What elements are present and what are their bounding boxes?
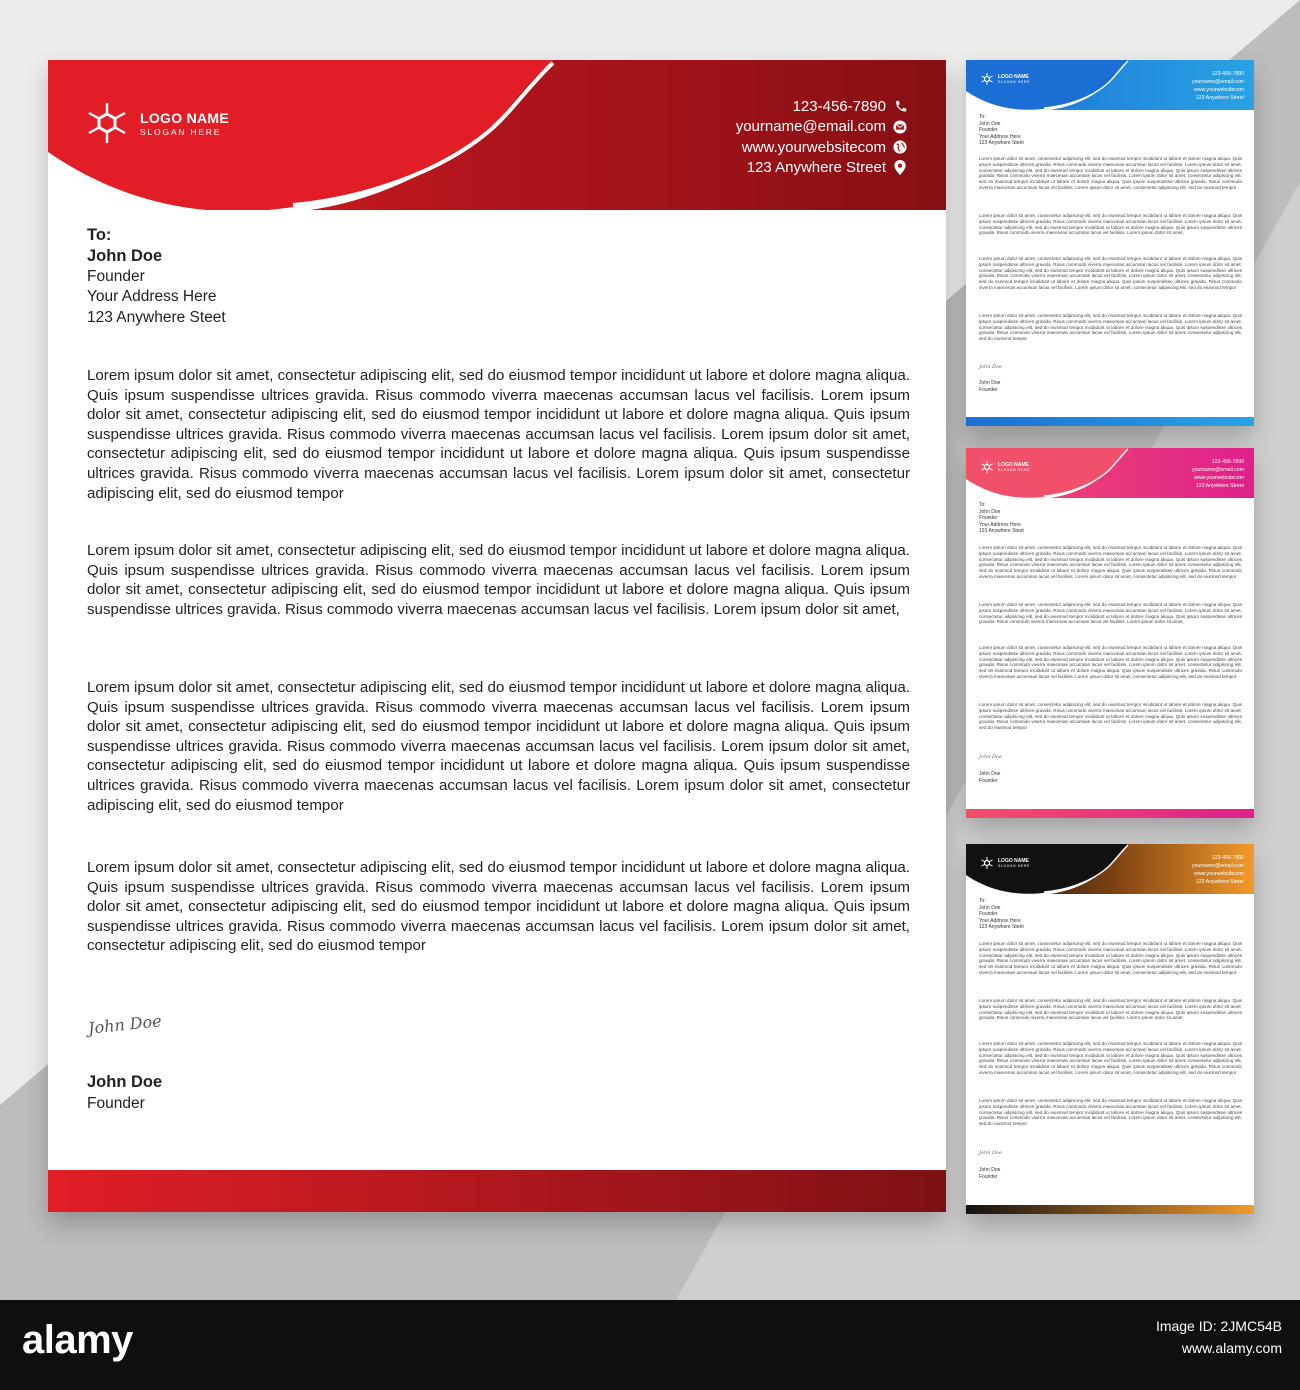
logo-name: LOGO NAME (140, 109, 230, 126)
mini-recipient-name: John Doe (979, 508, 1001, 515)
address-text: 123 Anywhere Street (746, 159, 886, 177)
mini-footer-bar (966, 1205, 1254, 1214)
mini-recipient-address-1: Your Address Here (979, 133, 1021, 140)
mini-paragraph-1: Lorem ipsum dolor sit amet, consectetur adipiscing elit, sed do eiusmod tempor incididunt ut labore et dolore magna aliqua. Quis ipsum suspendisse ultrices gravida. Risus commodo viverra maecenas accumsan lacus vel facilisis. Lorem ipsum dolor sit amet, consectetur adipiscing elit, sed do eiusmod tempor incididunt ut labore et dolore magna aliqua. Quis ipsum suspendisse ultrices gravida. Risus commodo viverra maecenas accumsan lacus vel facilisis. Lorem ipsum dolor sit amet, consectetur adipiscing elit, sed do eiusmod tempor incididunt ut labore et dolore magna aliqua. Quis ipsum suspendisse ultrices gravida. Risus commodo viverra maecenas accumsan lacus vel facilisis. Lorem ipsum dolor sit amet, consectetur adipiscing elit, sed do eiusmod tempor (979, 156, 1242, 190)
location-icon (892, 160, 908, 176)
phone-icon (892, 98, 908, 114)
logo-slogan: SLOGAN HERE (140, 126, 222, 137)
mini-recipient-name: John Doe (979, 120, 1001, 127)
mini-to-label: To: (979, 114, 986, 120)
hexagon-logo-icon (84, 100, 130, 146)
mini-recipient-address-1: Your Address Here (979, 521, 1021, 528)
email-icon (892, 119, 908, 135)
contact-block (736, 96, 908, 178)
mini-paragraph-2: Lorem ipsum dolor sit amet, consectetur adipiscing elit, sed do eiusmod tempor incididunt ut labore et dolore magna aliqua. Quis ipsum suspendisse ultrices gravida. Risus commodo viverra maecenas accumsan lacus vel facilisis. Lorem ipsum dolor sit amet, consectetur adipiscing elit, sed do eiusmod tempor incididunt ut labore et dolore magna aliqua. Quis ipsum suspendisse ultrices gravida. Risus commodo viverra maecenas accumsan lacus vel facilisis. Lorem ipsum dolor sit amet, (979, 213, 1242, 236)
mini-signature-script: John Doe (979, 364, 1003, 370)
recipient-address-2: 123 Anywhere Steet (87, 309, 226, 327)
letterhead-orange-mini (966, 844, 1254, 1214)
website-text: www.yourwebsitecom (741, 138, 886, 156)
logo-text (140, 110, 229, 137)
letterhead-blue-mini (966, 60, 1254, 426)
mini-logo (980, 460, 1030, 474)
watermark-meta (1156, 1315, 1282, 1359)
mini-logo-name: LOGO NAME (998, 74, 1029, 80)
mini-address: 123 Anywhere Street (1195, 879, 1244, 885)
contact-website (736, 137, 908, 158)
mini-signature-name: John Doe (979, 771, 1001, 777)
contact-phone (736, 96, 908, 117)
mini-contact-block (1192, 458, 1244, 490)
mini-paragraph-4: Lorem ipsum dolor sit amet, consectetur adipiscing elit, sed do eiusmod tempor incididunt ut labore et dolore magna aliqua. Quis ipsum suspendisse ultrices gravida. Risus commodo viverra maecenas accumsan lacus vel facilisis. Lorem ipsum dolor sit amet, consectetur adipiscing elit, sed do eiusmod tempor incididunt ut labore et dolore magna aliqua. Quis ipsum suspendisse ultrices gravida. Risus commodo viverra maecenas accumsan lacus vel facilisis. Lorem ipsum dolor sit amet, consectetur adipiscing elit, sed do eiusmod tempor (979, 702, 1242, 731)
paragraph-1: Lorem ipsum dolor sit amet, consectetur adipiscing elit, sed do eiusmod tempor incididunt ut labore et dolore magna aliqua. Quis ipsum suspendisse ultrices gravida. Risus commodo viverra maecenas accumsan lacus vel facilisis. Lorem ipsum dolor sit amet, consectetur adipiscing elit, sed do eiusmod tempor incididunt ut labore et dolore magna aliqua. Quis ipsum suspendisse ultrices gravida. Risus commodo viverra maecenas accumsan lacus vel facilisis. Lorem ipsum dolor sit amet, consectetur adipiscing elit, sed do eiusmod tempor incididunt ut labore et dolore magna aliqua. Quis ipsum suspendisse ultrices gravida. Risus commodo viverra maecenas accumsan lacus vel facilisis. Lorem ipsum dolor sit amet, consectetur adipiscing elit, sed do eiusmod tempor (87, 367, 910, 502)
mini-signature-block (979, 380, 1000, 393)
mini-to-label: To: (979, 898, 986, 904)
mini-recipient-name: John Doe (979, 904, 1001, 911)
mini-signature-name: John Doe (979, 380, 1001, 386)
mini-paragraph-2: Lorem ipsum dolor sit amet, consectetur adipiscing elit, sed do eiusmod tempor incididunt ut labore et dolore magna aliqua. Quis ipsum suspendisse ultrices gravida. Risus commodo viverra maecenas accumsan lacus vel facilisis. Lorem ipsum dolor sit amet, consectetur adipiscing elit, sed do eiusmod tempor incididunt ut labore et dolore magna aliqua. Quis ipsum suspendisse ultrices gravida. Risus commodo viverra maecenas accumsan lacus vel facilisis. Lorem ipsum dolor sit amet, (979, 602, 1242, 625)
mini-phone: 123-456-7890 (1211, 459, 1244, 465)
mini-signature-title: Founder (979, 386, 998, 393)
mini-signature-script: John Doe (979, 1150, 1003, 1156)
mini-recipient-block (979, 898, 1024, 931)
mini-paragraph-2: Lorem ipsum dolor sit amet, consectetur adipiscing elit, sed do eiusmod tempor incididunt ut labore et dolore magna aliqua. Quis ipsum suspendisse ultrices gravida. Risus commodo viverra maecenas accumsan lacus vel facilisis. Lorem ipsum dolor sit amet, consectetur adipiscing elit, sed do eiusmod tempor incididunt ut labore et dolore magna aliqua. Quis ipsum suspendisse ultrices gravida. Risus commodo viverra maecenas accumsan lacus vel facilisis. Lorem ipsum dolor sit amet, (979, 998, 1242, 1021)
hexagon-logo-icon (980, 856, 994, 870)
signature-title: Founder (87, 1095, 145, 1112)
globe-icon (892, 139, 908, 155)
mini-signature-block (979, 771, 1000, 784)
recipient-name: John Doe (87, 246, 163, 265)
paragraph-2: Lorem ipsum dolor sit amet, consectetur adipiscing elit, sed do eiusmod tempor incididunt ut labore et dolore magna aliqua. Quis ipsum suspendisse ultrices gravida. Risus commodo viverra maecenas accumsan lacus vel facilisis. Lorem ipsum dolor sit amet, consectetur adipiscing elit, sed do eiusmod tempor incididunt ut labore et dolore magna aliqua. Quis ipsum suspendisse ultrices gravida. Risus commodo viverra maecenas accumsan lacus vel facilisis. Lorem ipsum dolor sit amet, (87, 542, 910, 618)
paragraph-4: Lorem ipsum dolor sit amet, consectetur adipiscing elit, sed do eiusmod tempor incididunt ut labore et dolore magna aliqua. Quis ipsum suspendisse ultrices gravida. Risus commodo viverra maecenas accumsan lacus vel facilisis. Lorem ipsum dolor sit amet, consectetur adipiscing elit, sed do eiusmod tempor incididunt ut labore et dolore magna aliqua. Quis ipsum suspendisse ultrices gravida. Risus commodo viverra maecenas accumsan lacus vel facilisis. Lorem ipsum dolor sit amet, consectetur adipiscing elit, sed do eiusmod tempor (87, 859, 910, 955)
mini-recipient-address-2: 123 Anywhere Steet (979, 924, 1024, 931)
mini-logo-name: LOGO NAME (998, 462, 1029, 468)
letterhead-red-main (48, 60, 946, 1212)
contact-address (736, 158, 908, 179)
mini-logo-slogan: SLOGAN HERE (998, 468, 1030, 472)
mini-recipient-address-2: 123 Anywhere Steet (979, 528, 1024, 535)
paragraph-3: Lorem ipsum dolor sit amet, consectetur adipiscing elit, sed do eiusmod tempor incididunt ut labore et dolore magna aliqua. Quis ipsum suspendisse ultrices gravida. Risus commodo viverra maecenas accumsan lacus vel facilisis. Lorem ipsum dolor sit amet, consectetur adipiscing elit, sed do eiusmod tempor incididunt ut labore et dolore magna aliqua. Quis ipsum suspendisse ultrices gravida. Risus commodo viverra maecenas accumsan lacus vel facilisis. Lorem ipsum dolor sit amet, consectetur adipiscing elit, sed do eiusmod tempor incididunt ut labore et dolore magna aliqua. Quis ipsum suspendisse ultrices gravida. Risus commodo viverra maecenas accumsan lacus vel facilisis. Lorem ipsum dolor sit amet, consectetur adipiscing elit, sed do eiusmod tempor (87, 679, 910, 814)
letterhead-pink-mini (966, 448, 1254, 818)
recipient-address-1: Your Address Here (87, 288, 217, 306)
mini-contact-block (1192, 854, 1244, 886)
mini-website: www.yourwebsitecom (1194, 871, 1244, 877)
mini-recipient-block (979, 502, 1024, 535)
mini-paragraph-1: Lorem ipsum dolor sit amet, consectetur adipiscing elit, sed do eiusmod tempor incididunt ut labore et dolore magna aliqua. Quis ipsum suspendisse ultrices gravida. Risus commodo viverra maecenas accumsan lacus vel facilisis. Lorem ipsum dolor sit amet, consectetur adipiscing elit, sed do eiusmod tempor incididunt ut labore et dolore magna aliqua. Quis ipsum suspendisse ultrices gravida. Risus commodo viverra maecenas accumsan lacus vel facilisis. Lorem ipsum dolor sit amet, consectetur adipiscing elit, sed do eiusmod tempor incididunt ut labore et dolore magna aliqua. Quis ipsum suspendisse ultrices gravida. Risus commodo viverra maecenas accumsan lacus vel facilisis. Lorem ipsum dolor sit amet, consectetur adipiscing elit, sed do eiusmod tempor (979, 941, 1242, 975)
mini-to-label: To: (979, 502, 986, 508)
phone-text: 123-456-7890 (792, 97, 886, 115)
mini-paragraph-3: Lorem ipsum dolor sit amet, consectetur adipiscing elit, sed do eiusmod tempor incididunt ut labore et dolore magna aliqua. Quis ipsum suspendisse ultrices gravida. Risus commodo viverra maecenas accumsan lacus vel facilisis. Lorem ipsum dolor sit amet, consectetur adipiscing elit, sed do eiusmod tempor incididunt ut labore et dolore magna aliqua. Quis ipsum suspendisse ultrices gravida. Risus commodo viverra maecenas accumsan lacus vel facilisis. Lorem ipsum dolor sit amet, consectetur adipiscing elit, sed do eiusmod tempor incididunt ut labore et dolore magna aliqua. Quis ipsum suspendisse ultrices gravida. Risus commodo viverra maecenas accumsan lacus vel facilisis. Lorem ipsum dolor sit amet, consectetur adipiscing elit, sed do eiusmod tempor (979, 645, 1242, 679)
mini-email: yourname@email.com (1192, 467, 1244, 473)
footer-bar (48, 1170, 946, 1212)
watermark-logo: alamy (22, 1318, 133, 1362)
mini-address: 123 Anywhere Street (1195, 483, 1244, 489)
mini-signature-block (979, 1167, 1000, 1180)
mini-paragraph-4: Lorem ipsum dolor sit amet, consectetur adipiscing elit, sed do eiusmod tempor incididunt ut labore et dolore magna aliqua. Quis ipsum suspendisse ultrices gravida. Risus commodo viverra maecenas accumsan lacus vel facilisis. Lorem ipsum dolor sit amet, consectetur adipiscing elit, sed do eiusmod tempor incididunt ut labore et dolore magna aliqua. Quis ipsum suspendisse ultrices gravida. Risus commodo viverra maecenas accumsan lacus vel facilisis. Lorem ipsum dolor sit amet, consectetur adipiscing elit, sed do eiusmod tempor (979, 313, 1242, 342)
mini-signature-name: John Doe (979, 1167, 1001, 1173)
mini-website: www.yourwebsitecom (1194, 87, 1244, 93)
mini-recipient-title: Founder (979, 515, 998, 522)
mini-logo-slogan: SLOGAN HERE (998, 864, 1030, 868)
mini-recipient-title: Founder (979, 911, 998, 918)
hexagon-logo-icon (980, 72, 994, 86)
hexagon-logo-icon (980, 460, 994, 474)
mini-email: yourname@email.com (1192, 79, 1244, 85)
mini-contact-block (1192, 70, 1244, 102)
mini-email: yourname@email.com (1192, 863, 1244, 869)
recipient-title: Founder (87, 267, 145, 285)
mini-website: www.yourwebsitecom (1194, 475, 1244, 481)
mini-footer-bar (966, 417, 1254, 426)
signature-block (87, 1072, 162, 1114)
to-label: To: (87, 226, 112, 244)
signature-script: John Doe (87, 1011, 163, 1038)
email-text: yourname@email.com (735, 118, 886, 136)
mini-logo (980, 72, 1030, 86)
mini-phone: 123-456-7890 (1211, 71, 1244, 77)
brand-logo (84, 100, 229, 146)
watermark-site: www.alamy.com (1181, 1340, 1282, 1356)
mini-recipient-title: Founder (979, 127, 998, 134)
mini-logo-name: LOGO NAME (998, 858, 1029, 864)
mini-logo-slogan: SLOGAN HERE (998, 80, 1030, 84)
contact-email (736, 117, 908, 138)
mini-footer-bar (966, 809, 1254, 818)
mini-address: 123 Anywhere Street (1195, 95, 1244, 101)
watermark-image-id: Image ID: 2JMC54B (1155, 1318, 1282, 1334)
watermark-bar (0, 1300, 1300, 1390)
mini-recipient-block (979, 114, 1024, 147)
recipient-block (87, 225, 226, 329)
mini-paragraph-1: Lorem ipsum dolor sit amet, consectetur adipiscing elit, sed do eiusmod tempor incididunt ut labore et dolore magna aliqua. Quis ipsum suspendisse ultrices gravida. Risus commodo viverra maecenas accumsan lacus vel facilisis. Lorem ipsum dolor sit amet, consectetur adipiscing elit, sed do eiusmod tempor incididunt ut labore et dolore magna aliqua. Quis ipsum suspendisse ultrices gravida. Risus commodo viverra maecenas accumsan lacus vel facilisis. Lorem ipsum dolor sit amet, consectetur adipiscing elit, sed do eiusmod tempor incididunt ut labore et dolore magna aliqua. Quis ipsum suspendisse ultrices gravida. Risus commodo viverra maecenas accumsan lacus vel facilisis. Lorem ipsum dolor sit amet, consectetur adipiscing elit, sed do eiusmod tempor (979, 545, 1242, 579)
mini-recipient-address-2: 123 Anywhere Steet (979, 140, 1024, 147)
mini-paragraph-4: Lorem ipsum dolor sit amet, consectetur adipiscing elit, sed do eiusmod tempor incididunt ut labore et dolore magna aliqua. Quis ipsum suspendisse ultrices gravida. Risus commodo viverra maecenas accumsan lacus vel facilisis. Lorem ipsum dolor sit amet, consectetur adipiscing elit, sed do eiusmod tempor incididunt ut labore et dolore magna aliqua. Quis ipsum suspendisse ultrices gravida. Risus commodo viverra maecenas accumsan lacus vel facilisis. Lorem ipsum dolor sit amet, consectetur adipiscing elit, sed do eiusmod tempor (979, 1098, 1242, 1127)
mini-paragraph-3: Lorem ipsum dolor sit amet, consectetur adipiscing elit, sed do eiusmod tempor incididunt ut labore et dolore magna aliqua. Quis ipsum suspendisse ultrices gravida. Risus commodo viverra maecenas accumsan lacus vel facilisis. Lorem ipsum dolor sit amet, consectetur adipiscing elit, sed do eiusmod tempor incididunt ut labore et dolore magna aliqua. Quis ipsum suspendisse ultrices gravida. Risus commodo viverra maecenas accumsan lacus vel facilisis. Lorem ipsum dolor sit amet, consectetur adipiscing elit, sed do eiusmod tempor incididunt ut labore et dolore magna aliqua. Quis ipsum suspendisse ultrices gravida. Risus commodo viverra maecenas accumsan lacus vel facilisis. Lorem ipsum dolor sit amet, consectetur adipiscing elit, sed do eiusmod tempor (979, 256, 1242, 290)
mini-signature-script: John Doe (979, 754, 1003, 760)
mini-signature-title: Founder (979, 1173, 998, 1180)
mini-recipient-address-1: Your Address Here (979, 917, 1021, 924)
mini-paragraph-3: Lorem ipsum dolor sit amet, consectetur adipiscing elit, sed do eiusmod tempor incididunt ut labore et dolore magna aliqua. Quis ipsum suspendisse ultrices gravida. Risus commodo viverra maecenas accumsan lacus vel facilisis. Lorem ipsum dolor sit amet, consectetur adipiscing elit, sed do eiusmod tempor incididunt ut labore et dolore magna aliqua. Quis ipsum suspendisse ultrices gravida. Risus commodo viverra maecenas accumsan lacus vel facilisis. Lorem ipsum dolor sit amet, consectetur adipiscing elit, sed do eiusmod tempor incididunt ut labore et dolore magna aliqua. Quis ipsum suspendisse ultrices gravida. Risus commodo viverra maecenas accumsan lacus vel facilisis. Lorem ipsum dolor sit amet, consectetur adipiscing elit, sed do eiusmod tempor (979, 1041, 1242, 1075)
mini-signature-title: Founder (979, 777, 998, 784)
mini-phone: 123-456-7890 (1211, 855, 1244, 861)
mini-logo (980, 856, 1030, 870)
signature-name: John Doe (87, 1073, 163, 1091)
